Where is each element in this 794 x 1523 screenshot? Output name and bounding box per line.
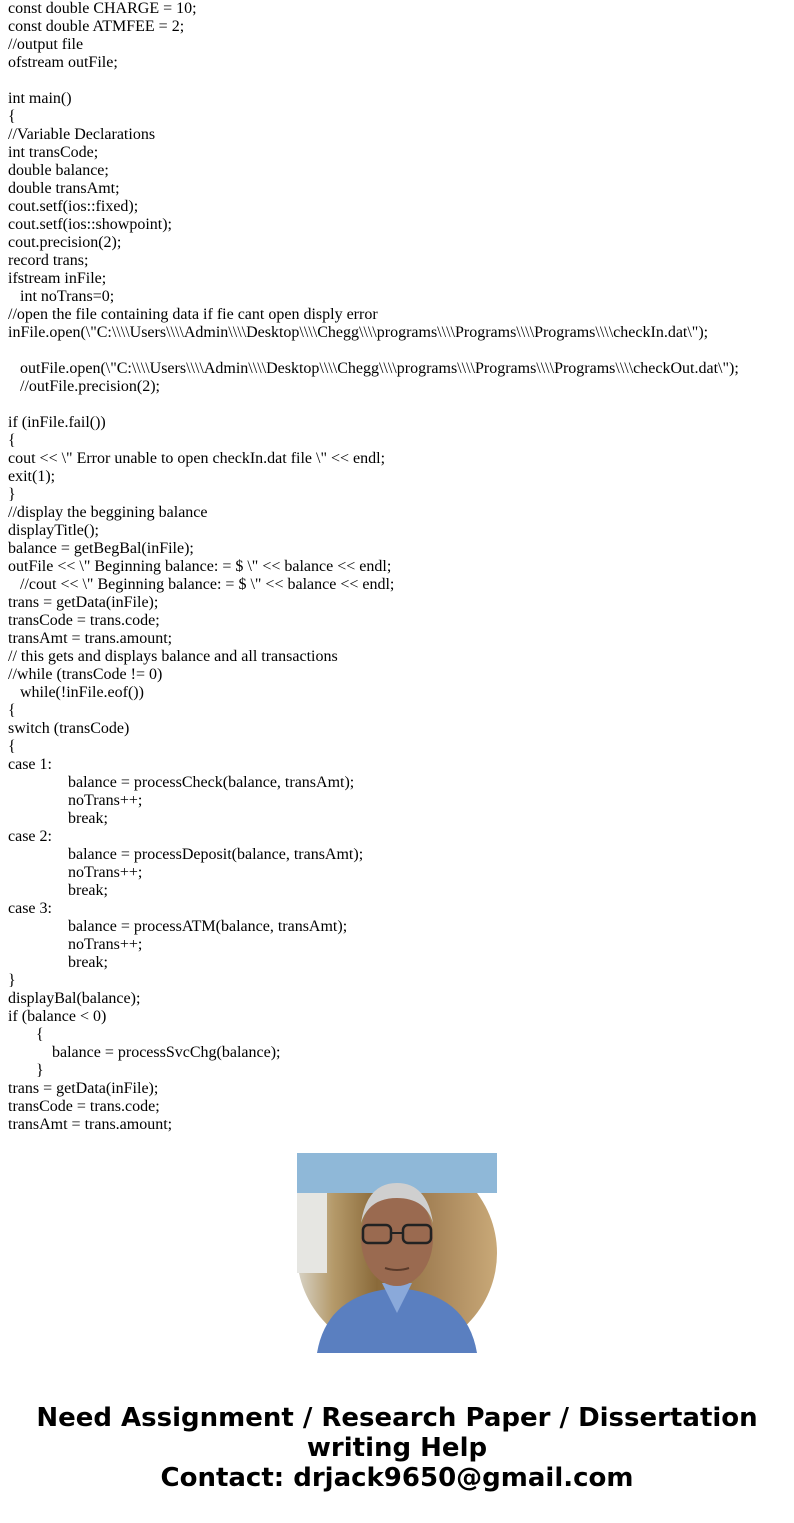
code-line: if (balance < 0) (8, 1008, 107, 1025)
code-line: //Variable Declarations (8, 126, 156, 143)
code-line: noTrans++; (8, 792, 143, 809)
code-line: case 2: (8, 828, 52, 845)
code-line: cout << \" Error unable to open checkIn.dat file \" << endl; (8, 450, 386, 467)
code-line: balance = processCheck(balance, transAmt); (8, 774, 355, 791)
code-line: const double ATMFEE = 2; (8, 18, 185, 35)
code-listing (8, 0, 794, 1133)
code-line: case 3: (8, 900, 52, 917)
code-line: ifstream inFile; (8, 270, 107, 287)
code-line: record trans; (8, 252, 89, 269)
code-line: balance = processATM(balance, transAmt); (8, 918, 348, 935)
code-line: trans = getData(inFile); (8, 594, 159, 611)
code-line: transCode = trans.code; (8, 1098, 160, 1115)
code-line: { (8, 738, 16, 755)
code-line: } (8, 1062, 44, 1079)
code-line: double transAmt; (8, 180, 120, 197)
code-line: { (8, 108, 16, 125)
code-line: inFile.open(\"C:\\\\Users\\\\Admin\\\\Desktop\\\\Chegg\\\\programs\\\\Programs\\\\Programs\\\\checkIn.dat\"); (8, 324, 709, 341)
contact-email: Contact: drjack9650@gmail.com (160, 1463, 634, 1493)
code-line: // this gets and displays balance and all transactions (8, 648, 338, 665)
code-line: cout.setf(ios::showpoint); (8, 216, 172, 233)
code-line: break; (8, 882, 108, 899)
code-line: //while (transCode != 0) (8, 666, 163, 683)
code-line: noTrans++; (8, 936, 143, 953)
code-line: double balance; (8, 162, 109, 179)
code-line: //display the beggining balance (8, 504, 208, 521)
code-line: case 1: (8, 756, 52, 773)
code-line (8, 396, 794, 414)
banner-line-2: writing Help (306, 1433, 488, 1463)
contact-banner (0, 1403, 794, 1493)
code-line: //cout << \" Beginning balance: = $ \" << balance << endl; (8, 576, 395, 593)
code-line: { (8, 702, 16, 719)
code-line: outFile.open(\"C:\\\\Users\\\\Admin\\\\Desktop\\\\Chegg\\\\programs\\\\Programs\\\\Programs\\\\checkOut.dat\"); (8, 360, 739, 377)
code-line: balance = processDeposit(balance, transAmt); (8, 846, 364, 863)
code-line: int transCode; (8, 144, 99, 161)
code-line: while(!inFile.eof()) (8, 684, 144, 701)
code-line: } (8, 972, 16, 989)
code-line: //open the file containing data if fie cant open disply error (8, 306, 378, 323)
code-line: } (8, 486, 16, 503)
code-line: const double CHARGE = 10; (8, 0, 197, 17)
code-line: int noTrans=0; (8, 288, 115, 305)
code-line: int main() (8, 90, 72, 107)
code-line: outFile << \" Beginning balance: = $ \" << balance << endl; (8, 558, 392, 575)
code-line: cout.precision(2); (8, 234, 122, 251)
code-line: transAmt = trans.amount; (8, 1116, 173, 1133)
code-line: balance = processSvcChg(balance); (8, 1044, 281, 1061)
code-line: displayBal(balance); (8, 990, 141, 1007)
code-line: exit(1); (8, 468, 56, 485)
avatar (297, 1153, 497, 1353)
code-line: noTrans++; (8, 864, 143, 881)
banner-line-1: Need Assignment / Research Paper / Dissertation (36, 1403, 758, 1433)
code-line (8, 342, 794, 360)
code-line: displayTitle(); (8, 522, 99, 539)
code-line: break; (8, 954, 108, 971)
code-line (8, 72, 794, 90)
code-line: trans = getData(inFile); (8, 1080, 159, 1097)
code-line: transAmt = trans.amount; (8, 630, 173, 647)
code-line: transCode = trans.code; (8, 612, 160, 629)
code-line: break; (8, 810, 108, 827)
code-line: cout.setf(ios::fixed); (8, 198, 139, 215)
code-line: //outFile.precision(2); (8, 378, 160, 395)
code-line: if (inFile.fail()) (8, 414, 106, 431)
code-line: ofstream outFile; (8, 54, 118, 71)
code-line: //output file (8, 36, 84, 53)
code-line: { (8, 1026, 44, 1043)
code-line: { (8, 432, 16, 449)
person-photo-icon (297, 1153, 497, 1353)
code-line: switch (transCode) (8, 720, 130, 737)
code-line: balance = getBegBal(inFile); (8, 540, 194, 557)
